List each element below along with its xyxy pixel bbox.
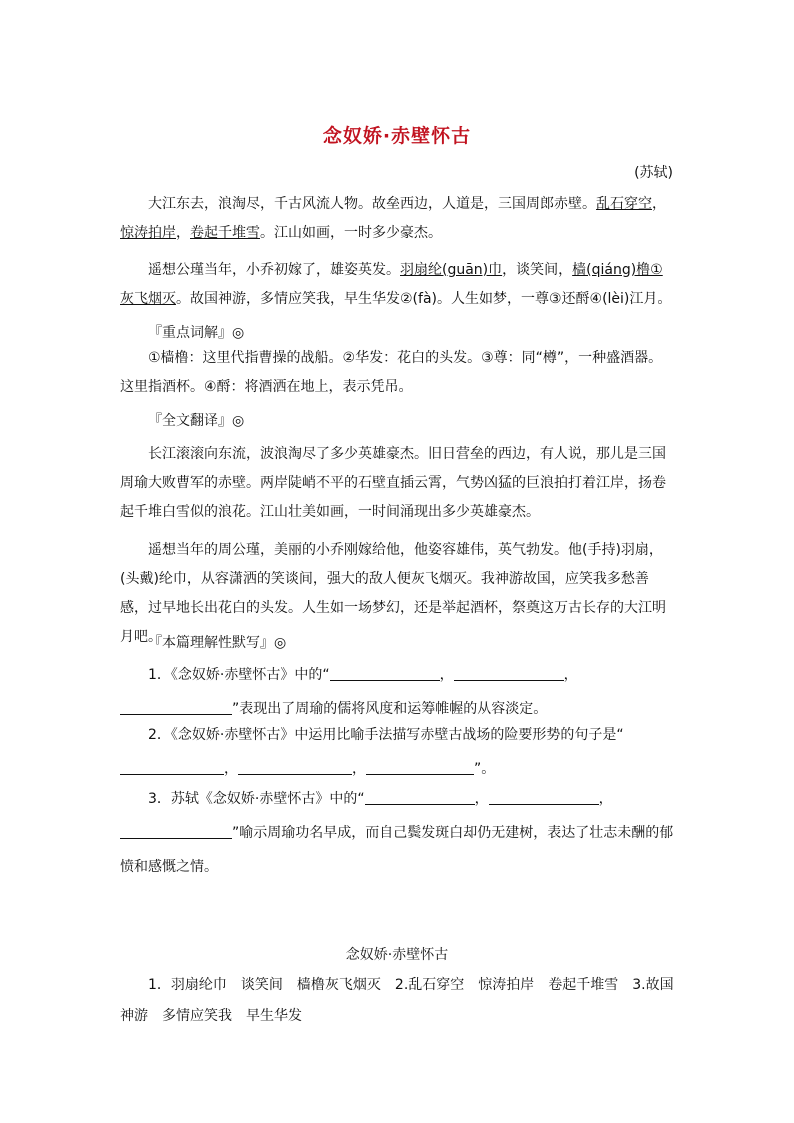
- question-3-blank-2: [489, 790, 599, 805]
- question-1-blank-1: [330, 666, 440, 681]
- question-2-open-quote: “: [616, 727, 624, 743]
- poem-stanza-2: [120, 256, 676, 314]
- poem-author: (苏轼): [634, 165, 673, 181]
- question-2-blank-1: [120, 760, 224, 775]
- question-3: [120, 782, 676, 884]
- vocab-text: ①樯橹：这里代指曹操的战船。②华发：花白的头发。③尊：同“樽”，一种盛酒器。这里指酒杯。④酹：将酒洒在地上，表示凭吊。: [120, 350, 663, 395]
- question-3-blank-1: [365, 790, 475, 805]
- stanza-2-text-a: 遥想公瑾当年，小乔初嫁了，雄姿英发。: [148, 262, 400, 278]
- question-2-close-quote: ”。: [474, 761, 496, 777]
- question-2-comma-1: ，: [224, 761, 238, 777]
- answers-text: 1．羽扇纶巾 谈笑间 樯橹灰飞烟灭 2.乱石穿空 惊涛拍岸 卷起千堆雪 3.故国神游 多情应笑我 早生华发: [120, 977, 674, 1024]
- question-3-comma-1: ，: [474, 791, 489, 807]
- question-2-comma-2: ，: [352, 761, 366, 777]
- question-3-comma-2: ，: [598, 791, 613, 807]
- translation-paragraph-2: 遥想当年的周公瑾，美丽的小乔刚嫁给他，他姿容雄伟，英气勃发。他(手持)羽扇，(头戴)纶巾，从容潇洒的笑谈间，强大的敌人便灰飞烟灭。我神游故国，应笑我多愁善感，过早地长出花白的头发。人生如一场梦幻，还是举起酒杯，祭奠这万古长存的大江明月吧。: [120, 542, 666, 645]
- stanza-2-underline-1: 羽扇纶(guān)巾: [400, 262, 503, 278]
- question-1-comma-1: ，: [439, 667, 454, 683]
- translation-label: 『全文翻译』◎: [148, 413, 245, 429]
- poem-title: 念奴娇·赤壁怀古: [322, 125, 472, 147]
- stanza-1-text-d: 。江山如画，一时多少豪杰。: [260, 225, 442, 241]
- stanza-2-text-c: 。故国神游，多情应笑我，早生华发②(fà)。人生如梦，一尊③还酹④(lèi)江月。: [176, 291, 672, 307]
- question-1-comma-2: ，: [563, 667, 578, 683]
- question-3-prefix: 3．苏轼《念奴娇·赤壁怀古》中的“: [148, 791, 365, 807]
- question-2: [120, 718, 676, 786]
- stanza-2-underline-2: 樯(qiáng)橹①灰飞烟灭: [120, 262, 663, 307]
- question-2-blank-3: [366, 760, 474, 775]
- stanza-1-underline-2: 惊涛拍岸: [120, 225, 176, 241]
- stanza-1-text-c: ，: [176, 225, 190, 241]
- stanza-1-text-b: ，: [652, 196, 666, 212]
- question-1: [120, 658, 676, 726]
- poem-stanza-1: [120, 190, 676, 248]
- question-3-suffix: ”喻示周瑜功名早成，而自己鬓发斑白却仍无建树，表达了壮志未酬的郁愤和感慨之情。: [120, 825, 674, 875]
- stanza-2-text-b: ，谈笑间，: [502, 262, 573, 278]
- translation-paragraph-1: 长江滚滚向东流，波浪淘尽了多少英雄豪杰。旧日营垒的西边，有人说，那儿是三国周瑜大败曹军的赤壁。两岸陡峭不平的石壁直插云霄，气势凶猛的巨浪拍打着江岸，扬卷起千堆白雪似的浪花。江山壮美如画，一时间涌现出多少英雄豪杰。: [120, 446, 666, 520]
- question-1-suffix: ”表现出了周瑜的儒将风度和运筹帷幄的从容淡定。: [232, 701, 548, 717]
- answers-title: 念奴娇·赤壁怀古: [345, 947, 449, 963]
- question-2-blank-2: [238, 760, 352, 775]
- exercise-label: 『本篇理解性默写』◎: [148, 635, 287, 651]
- stanza-1-underline-3: 卷起千堆雪: [190, 225, 260, 241]
- stanza-1-underline-1: 乱石穿空: [596, 196, 652, 212]
- vocab-label: 『重点词解』◎: [148, 325, 245, 341]
- question-2-text: 2．《念奴娇·赤壁怀古》中运用比喻手法描写赤壁古战场的险要形势的句子是: [148, 727, 617, 743]
- question-1-prefix: 1．《念奴娇·赤壁怀古》中的“: [148, 667, 330, 683]
- question-1-blank-2: [454, 666, 564, 681]
- question-1-blank-3: [120, 700, 232, 715]
- stanza-1-text-a: 大江东去，浪淘尽，千古风流人物。故垒西边，人道是，三国周郎赤壁。: [148, 196, 596, 212]
- question-3-blank-3: [120, 824, 232, 839]
